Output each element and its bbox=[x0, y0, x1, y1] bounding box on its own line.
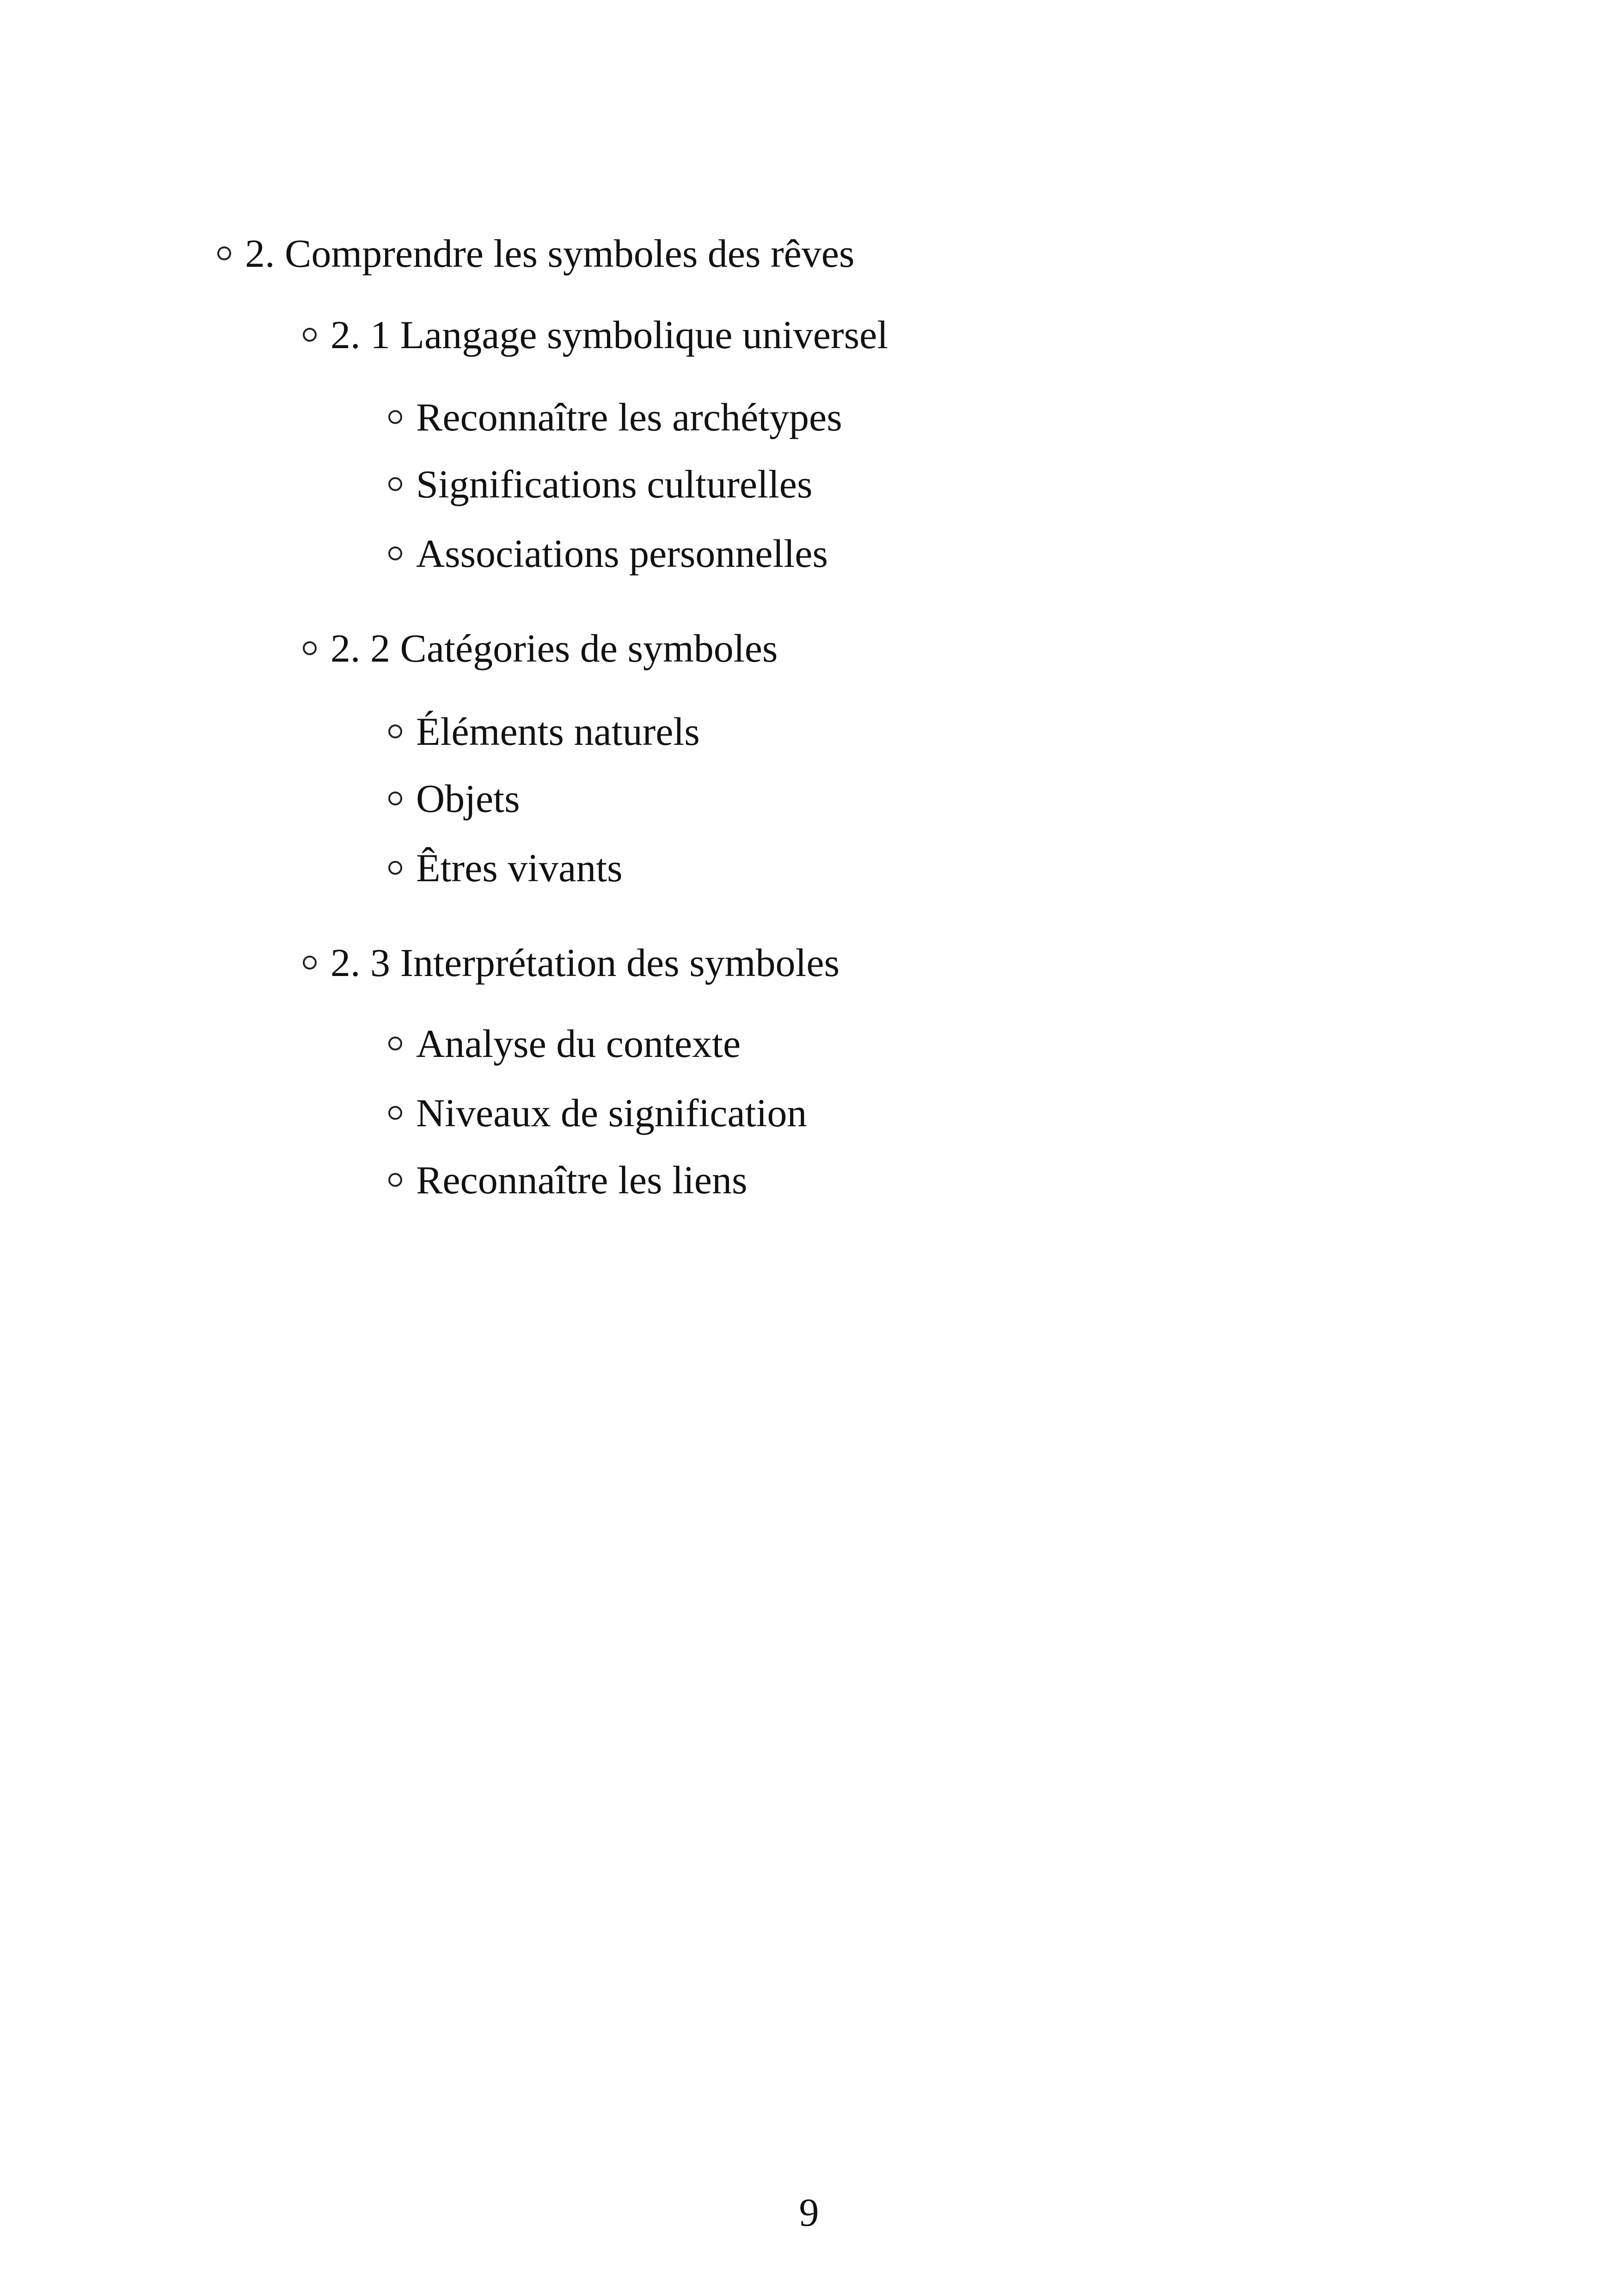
outline-item-label: Niveaux de signification bbox=[416, 1091, 807, 1135]
outline-subsection-label: 2. 2 Catégories de symboles bbox=[331, 626, 778, 670]
outline-subsection bbox=[303, 625, 778, 671]
outline-item bbox=[388, 1157, 747, 1203]
outline-subsection bbox=[303, 312, 888, 358]
hollow-circle-bullet-icon bbox=[388, 1037, 402, 1050]
outline-item bbox=[388, 1020, 741, 1067]
outline-item bbox=[388, 461, 812, 507]
outline-item-label: Reconnaître les liens bbox=[416, 1158, 748, 1202]
outline-item bbox=[388, 1090, 807, 1136]
outline-section bbox=[217, 230, 854, 276]
outline-section-label: 2. Comprendre les symboles des rêves bbox=[245, 231, 855, 276]
hollow-circle-bullet-icon bbox=[303, 328, 317, 342]
page-number: 9 bbox=[799, 2190, 819, 2235]
outline-item bbox=[388, 775, 520, 822]
outline-item-label: Êtres vivants bbox=[416, 846, 623, 890]
hollow-circle-bullet-icon bbox=[303, 641, 317, 655]
hollow-circle-bullet-icon bbox=[388, 410, 402, 424]
outline-subsection-label: 2. 1 Langage symbolique universel bbox=[331, 313, 889, 357]
outline-item bbox=[388, 708, 700, 755]
hollow-circle-bullet-icon bbox=[388, 546, 402, 560]
hollow-circle-bullet-icon bbox=[388, 861, 402, 875]
outline-item bbox=[388, 845, 623, 891]
outline-item-label: Reconnaître les archétypes bbox=[416, 395, 842, 439]
outline-item-label: Associations personnelles bbox=[416, 531, 828, 576]
outline-subsection bbox=[303, 939, 840, 986]
hollow-circle-bullet-icon bbox=[388, 1173, 402, 1187]
outline-item-label: Objets bbox=[416, 776, 520, 821]
outline-item-label: Analyse du contexte bbox=[416, 1021, 741, 1066]
outline-item-label: Éléments naturels bbox=[416, 709, 700, 754]
hollow-circle-bullet-icon bbox=[303, 956, 317, 970]
hollow-circle-bullet-icon bbox=[388, 477, 402, 491]
hollow-circle-bullet-icon bbox=[388, 724, 402, 738]
outline-subsection-label: 2. 3 Interprétation des symboles bbox=[331, 940, 840, 985]
hollow-circle-bullet-icon bbox=[388, 792, 402, 805]
outline-item bbox=[388, 530, 828, 577]
outline-item-label: Significations culturelles bbox=[416, 462, 813, 506]
outline-item bbox=[388, 394, 842, 440]
hollow-circle-bullet-icon bbox=[388, 1106, 402, 1120]
hollow-circle-bullet-icon bbox=[217, 246, 231, 260]
